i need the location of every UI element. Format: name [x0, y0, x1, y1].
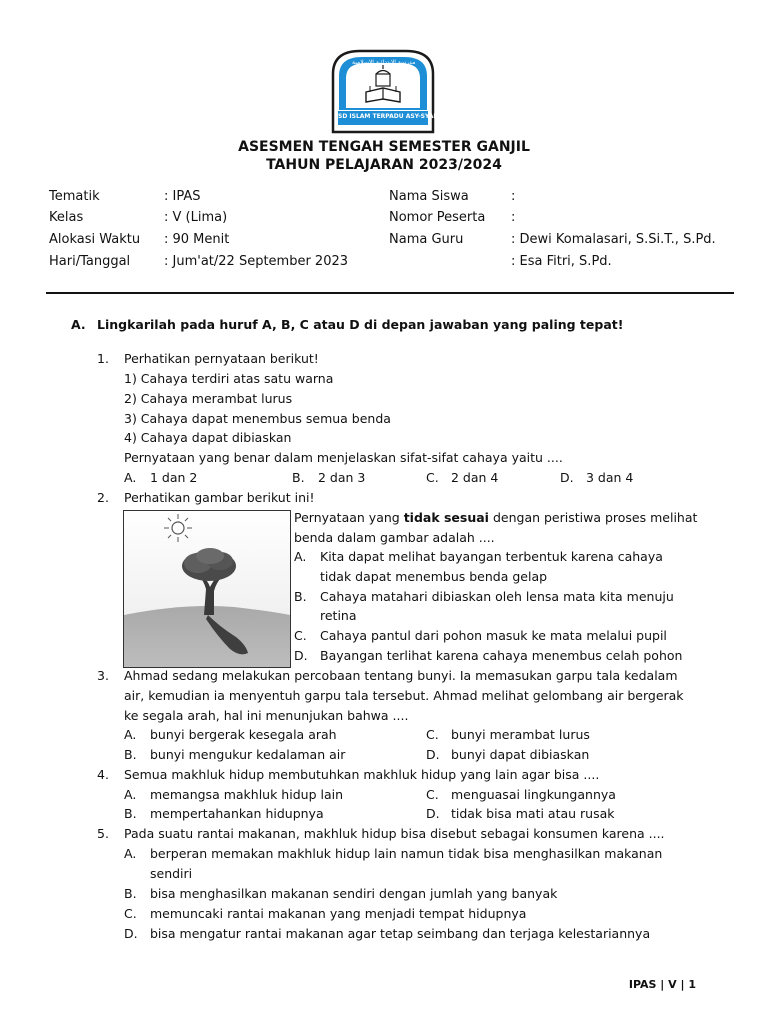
option-b[interactable]: bunyi mengukur kedalaman air: [150, 747, 346, 762]
option-d-letter[interactable]: D.: [294, 648, 308, 663]
option-b[interactable]: 2 dan 3: [318, 470, 366, 485]
header-divider: [46, 292, 734, 294]
info-value-guru-2: : Esa Fitri, S.Pd.: [511, 254, 612, 269]
option-c-letter[interactable]: C.: [426, 470, 439, 485]
info-value-nama-siswa: :: [511, 189, 516, 204]
logo-arabic-text: مدرسة الإبتدائية الإسلامية: [352, 59, 416, 66]
page-footer: IPAS | V | 1: [628, 978, 696, 991]
option-a-letter[interactable]: A.: [124, 470, 137, 485]
info-value-nama-guru: : Dewi Komalasari, S.Si.T., S.Pd.: [511, 232, 716, 247]
question-text-line1: Ahmad sedang melakukan percobaan tentang bunyi. Ia memasukan garpu tala kedalam: [124, 668, 678, 683]
option-a-cont[interactable]: sendiri: [150, 866, 193, 881]
question-number: 5.: [97, 826, 109, 841]
option-a-letter[interactable]: A.: [124, 846, 137, 861]
info-label-nama-guru: Nama Guru: [389, 232, 464, 247]
option-b[interactable]: mempertahankan hidupnya: [150, 806, 324, 821]
statement: 4) Cahaya dapat dibiaskan: [124, 430, 292, 445]
option-d[interactable]: 3 dan 4: [586, 470, 634, 485]
info-label-nama-siswa: Nama Siswa: [389, 189, 469, 204]
statement: 3) Cahaya dapat menembus semua benda: [124, 411, 391, 426]
option-d[interactable]: bunyi dapat dibiaskan: [451, 747, 590, 762]
option-c[interactable]: 2 dan 4: [451, 470, 499, 485]
option-c-letter[interactable]: C.: [426, 787, 439, 802]
option-d[interactable]: bisa mengatur rantai makanan agar tetap seimbang dan terjaga kelestariannya: [150, 926, 651, 941]
option-b[interactable]: Cahaya matahari dibiaskan oleh lensa mata kita menuju: [320, 589, 674, 604]
option-b-cont[interactable]: retina: [320, 608, 357, 623]
question-number: 2.: [97, 490, 109, 505]
info-value-tematik: : IPAS: [164, 189, 201, 204]
option-c[interactable]: Cahaya pantul dari pohon masuk ke mata melalui pupil: [320, 628, 667, 643]
info-value-kelas: : V (Lima): [164, 210, 228, 225]
question-prompt: Pernyataan yang tidak sesuai dengan peristiwa proses melihat: [294, 510, 698, 525]
question-number: 3.: [97, 668, 109, 683]
info-value-tanggal: : Jum'at/22 September 2023: [164, 254, 349, 269]
school-logo: [330, 48, 444, 134]
option-a[interactable]: berperan memakan makhluk hidup lain namun tidak bisa menghasilkan makanan: [150, 846, 663, 861]
option-b-letter[interactable]: B.: [124, 747, 137, 762]
option-b-letter[interactable]: B.: [292, 470, 305, 485]
logo-banner-text: SD ISLAM TERPADU ASY-SYAFI'I: [338, 113, 444, 120]
question-text-line2: air, kemudian ia menyentuh garpu tala tersebut. Ahmad melihat gelombang air bergerak: [124, 688, 684, 703]
question-number: 1.: [97, 351, 109, 366]
statement: 2) Cahaya merambat lurus: [124, 391, 293, 406]
page-subtitle: TAHUN PELAJARAN 2023/2024: [266, 157, 502, 173]
emphasis-text: tidak sesuai: [403, 510, 489, 525]
question-number: 4.: [97, 767, 109, 782]
page-title: ASESMEN TENGAH SEMESTER GANJIL: [238, 139, 530, 155]
question-text: Semua makhluk hidup membutuhkan makhluk hidup yang lain agar bisa ....: [124, 767, 600, 782]
section-letter: A.: [71, 317, 86, 332]
option-d-letter[interactable]: D.: [426, 806, 440, 821]
option-c[interactable]: bunyi merambat lurus: [451, 727, 590, 742]
sun-icon: [164, 514, 192, 542]
option-b[interactable]: bisa menghasilkan makanan sendiri dengan jumlah yang banyak: [150, 886, 558, 901]
option-a[interactable]: Kita dapat melihat bayangan terbentuk karena cahaya: [320, 549, 663, 564]
info-label-tematik: Tematik: [49, 189, 100, 204]
option-a-cont[interactable]: tidak dapat menembus benda gelap: [320, 569, 548, 584]
option-c-letter[interactable]: C.: [426, 727, 439, 742]
question-text: Pada suatu rantai makanan, makhluk hidup bisa disebut sebagai konsumen karena ....: [124, 826, 665, 841]
info-label-kelas: Kelas: [49, 210, 84, 225]
option-c[interactable]: memuncaki rantai makanan yang menjadi tempat hidupnya: [150, 906, 527, 921]
question-prompt: Pernyataan yang benar dalam menjelaskan sifat-sifat cahaya yaitu ....: [124, 450, 563, 465]
option-c-letter[interactable]: C.: [124, 906, 137, 921]
option-d-letter[interactable]: D.: [426, 747, 440, 762]
section-instruction: Lingkarilah pada huruf A, B, C atau D di depan jawaban yang paling tepat!: [97, 317, 624, 332]
info-label-nomor-peserta: Nomor Peserta: [389, 210, 486, 225]
option-a[interactable]: memangsa makhluk hidup lain: [150, 787, 343, 802]
option-a[interactable]: bunyi bergerak kesegala arah: [150, 727, 337, 742]
tree-illustration: [123, 510, 291, 668]
info-value-alokasi: : 90 Menit: [164, 232, 230, 247]
question-text: Perhatikan pernyataan berikut!: [124, 351, 319, 366]
option-a-letter[interactable]: A.: [294, 549, 307, 564]
option-d-letter[interactable]: D.: [124, 926, 138, 941]
option-d[interactable]: Bayangan terlihat karena cahaya menembus celah pohon: [320, 648, 683, 663]
option-c-letter[interactable]: C.: [294, 628, 307, 643]
question-text: Perhatikan gambar berikut ini!: [124, 490, 315, 505]
question-prompt-line2: benda dalam gambar adalah ....: [294, 530, 495, 545]
info-label-tanggal: Hari/Tanggal: [49, 254, 131, 269]
info-value-nomor-peserta: :: [511, 210, 516, 225]
info-label-alokasi: Alokasi Waktu: [49, 232, 141, 247]
option-b-letter[interactable]: B.: [124, 886, 137, 901]
option-a-letter[interactable]: A.: [124, 727, 137, 742]
statement: 1) Cahaya terdiri atas satu warna: [124, 371, 334, 386]
option-c[interactable]: menguasai lingkungannya: [451, 787, 616, 802]
question-text-line3: ke segala arah, hal ini menunjukan bahwa ....: [124, 708, 409, 723]
option-a-letter[interactable]: A.: [124, 787, 137, 802]
option-b-letter[interactable]: B.: [294, 589, 307, 604]
option-d[interactable]: tidak bisa mati atau rusak: [451, 806, 615, 821]
option-a[interactable]: 1 dan 2: [150, 470, 198, 485]
option-d-letter[interactable]: D.: [560, 470, 574, 485]
option-b-letter[interactable]: B.: [124, 806, 137, 821]
